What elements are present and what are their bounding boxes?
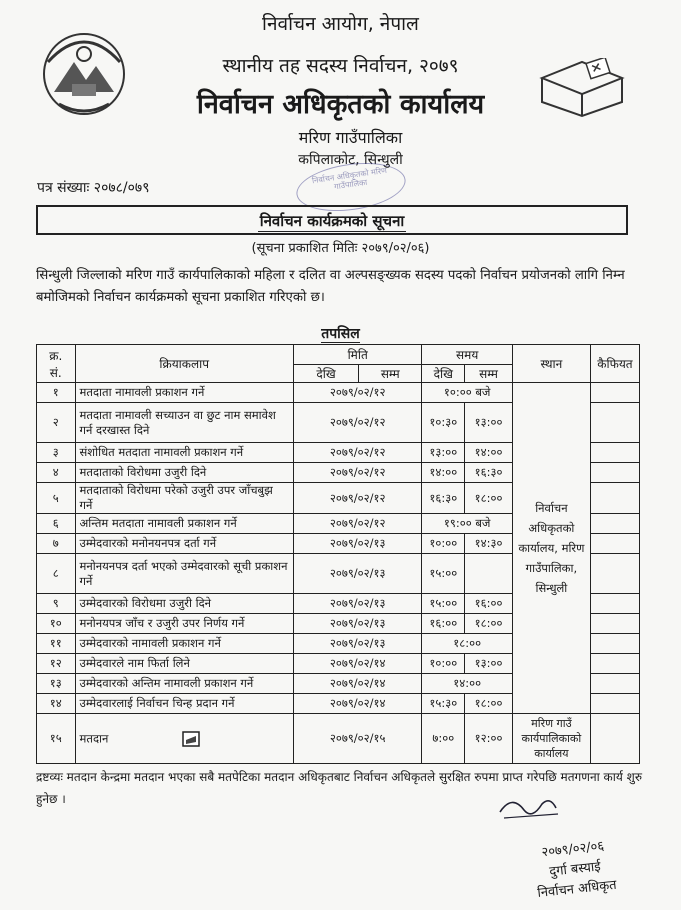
notice-title-box (36, 205, 628, 235)
row-activity: अन्तिम मतदाता नामावली प्रकाशन गर्ने (75, 514, 293, 534)
row-date: २०७९/०२/१२ (293, 383, 422, 403)
row-time-from: १६:३० (422, 483, 465, 514)
row-time-to: १३:०० (465, 654, 513, 674)
row-time-to: १३:०० (465, 403, 513, 443)
row-time-to: १८:०० (465, 483, 513, 514)
row-sn: ८ (37, 554, 76, 594)
row-activity: उम्मेदवारलाई निर्वाचन चिन्ह प्रदान गर्ने (75, 694, 293, 714)
row-time: १०:०० बजे (422, 383, 512, 403)
row-remarks (590, 654, 639, 674)
row-sn: ९ (37, 594, 76, 614)
row-activity: मतदान (79, 731, 109, 745)
header-date-to: सम्म (359, 365, 422, 383)
row-remarks (590, 483, 639, 514)
row-activity: मतदाताको विरोधमा उजुरी दिने (75, 463, 293, 483)
row-time-from: १५:३० (422, 694, 465, 714)
row-time-to: १२:०० (465, 714, 513, 764)
row-sn: ७ (37, 534, 76, 554)
row-date: २०७९/०२/१३ (293, 634, 422, 654)
header-date: मिति (293, 345, 422, 365)
row-time-to: १८:०० (465, 694, 513, 714)
row-activity: संशोधित मतदाता नामावली प्रकाशन गर्ने (75, 443, 293, 463)
row-remarks (590, 614, 639, 634)
row-sn: १ (37, 383, 76, 403)
row-activity: मनोनयपत्र जाँच र उजुरी उपर निर्णय गर्ने (75, 614, 293, 634)
row-date: २०७९/०२/१३ (293, 554, 422, 594)
row-date: २०७९/०२/१२ (293, 514, 422, 534)
row-sn: ५ (37, 483, 76, 514)
footnote: द्रष्टव्यः मतदान केन्द्रमा मतदान भएका सबै मतपेटिका मतदान अधिकृतबाट निर्वाचन अधिकृतले सुरक्षित रुपमा प्राप्त गरेपछि मतगणना कार्य शुरु हुनेछ । (36, 770, 642, 806)
detail-heading: तपसिल (321, 326, 360, 342)
row-date: २०७९/०२/१२ (293, 463, 422, 483)
signature-scribble (494, 790, 614, 840)
row-sn: १५ (37, 714, 76, 764)
row-time-from: १५:०० (422, 594, 465, 614)
row-remarks (590, 534, 639, 554)
row-date: २०७९/०२/१३ (293, 534, 422, 554)
header-activity: क्रियाकलाप (75, 345, 293, 383)
row-sn: १२ (37, 654, 76, 674)
row-activity: उम्मेदवारको विरोधमा उजुरी दिने (75, 594, 293, 614)
signer-name: दुर्गा बस्याई (548, 859, 602, 880)
row-time: १८:०० (422, 634, 512, 654)
row-activity: उम्मेदवारको मनोनयनपत्र दर्ता गर्ने (75, 534, 293, 554)
row-date: २०७९/०२/१४ (293, 654, 422, 674)
row-time-from: १०:०० (422, 654, 465, 674)
row-place: मरिण गाउँ कार्यपालिकाको कार्यालय (512, 714, 590, 764)
row-time-to: १८:०० (465, 614, 513, 634)
row-activity: उम्मेदवारले नाम फिर्ता लिने (75, 654, 293, 674)
row-sn: ३ (37, 443, 76, 463)
row-date: २०७९/०२/१२ (293, 443, 422, 463)
commission-name: निर्वाचन आयोग, नेपाल (262, 13, 419, 35)
row-remarks (590, 383, 639, 403)
row-time-to: १४:०० (465, 443, 513, 463)
row-remarks (590, 463, 639, 483)
notice-title: निर्वाचन कार्यक्रमको सूचना (259, 212, 405, 230)
row-remarks (590, 674, 639, 694)
row-sn: १४ (37, 694, 76, 714)
header-remarks: कैफियत (590, 345, 639, 383)
row-time-to: १४:३० (465, 534, 513, 554)
header-place: स्थान (512, 345, 590, 383)
row-activity: मतदाताको विरोधमा परेको उजुरी उपर जाँचबुझ गर्ने (75, 483, 293, 514)
seal-text: निर्वाचन अधिकृतको मरिण गाउँपालिका (311, 165, 388, 192)
table-row (37, 714, 640, 764)
row-time-from: १४:०० (422, 463, 465, 483)
header-time-to: सम्म (465, 365, 513, 383)
row-date: २०७९/०२/१४ (293, 674, 422, 694)
row-remarks (590, 443, 639, 463)
row-time-from: १३:०० (422, 443, 465, 463)
row-activity-cell (75, 714, 293, 764)
row-sn: ६ (37, 514, 76, 534)
signature-block (497, 832, 652, 907)
row-date: २०७९/०२/१४ (293, 694, 422, 714)
office-address: कपिलाकोट, सिन्धुली (298, 152, 403, 168)
schedule-table (36, 344, 640, 764)
row-sn: ११ (37, 634, 76, 654)
row-date: २०७९/०२/१२ (293, 483, 422, 514)
row-date: २०७९/०२/१३ (293, 614, 422, 634)
row-remarks (590, 634, 639, 654)
reference-number: पत्र संख्याः २०७८/०७९ (37, 180, 150, 196)
row-date: २०७९/०२/१३ (293, 594, 422, 614)
row-date: २०७९/०२/१२ (293, 403, 422, 443)
row-remarks (590, 714, 639, 764)
row-time-to (465, 554, 513, 594)
row-activity: उम्मेदवारको अन्तिम नामावली प्रकाशन गर्ने (75, 674, 293, 694)
row-remarks (590, 554, 639, 594)
intro-paragraph: सिन्धुली जिल्लाको मरिण गाउँ कार्यपालिकाको महिला र दलित वा अल्पसङ्ख्यक सदस्य पदको निर्वाचन प्रयोजनको लागि निम्न बमोजिमको निर्वाचन कार्यक्रमको सूचना प्रकाशित गरिएको छ। (36, 268, 625, 305)
row-time-from: १५:०० (422, 554, 465, 594)
row-activity: मनोनयनपत्र दर्ता भएको उम्मेदवारको सूची प्रकाशन गर्ने (75, 554, 293, 594)
row-date: २०७९/०२/१५ (293, 714, 422, 764)
municipality-name: मरिण गाउँपालिका (298, 128, 403, 147)
header-sn: क्र. सं. (37, 345, 76, 383)
row-remarks (590, 514, 639, 534)
row-activity: मतदाता नामावली प्रकाशन गर्ने (75, 383, 293, 403)
row-sn: १३ (37, 674, 76, 694)
header-time: समय (422, 345, 512, 365)
signer-title: निर्वाचन अधिकृत (536, 877, 618, 902)
row-time-from: ७:०० (422, 714, 465, 764)
row-activity: उम्मेदवारको नामावली प्रकाशन गर्ने (75, 634, 293, 654)
row-sn: २ (37, 403, 76, 443)
row-time-to: १६:०० (465, 594, 513, 614)
row-remarks (590, 594, 639, 614)
row-time-from: १०:०० (422, 534, 465, 554)
row-remarks (590, 403, 639, 443)
row-activity: मतदाता नामावली सच्याउन वा छुट नाम समावेश गर्न दरखास्त दिने (75, 403, 293, 443)
row-time-from: १०:३० (422, 403, 465, 443)
published-date: (सूचना प्रकाशित मितिः २०७९/०२/०६) (251, 241, 430, 256)
row-time-to: १६:३० (465, 463, 513, 483)
row-time: १९:०० बजे (422, 514, 512, 534)
table-row (37, 383, 640, 403)
election-name: स्थानीय तह सदस्य निर्वाचन, २०७९ (222, 55, 459, 77)
header-date-from: देखि (293, 365, 358, 383)
header-time-from: देखि (422, 365, 465, 383)
row-place: निर्वाचन अधिकृतको कार्यालय, मरिण गाउँपालिका, सिन्धुली (512, 383, 590, 714)
ballot-icon (182, 731, 200, 747)
row-time-from: १६:०० (422, 614, 465, 634)
row-sn: १० (37, 614, 76, 634)
office-title: निर्वाचन अधिकृतको कार्यालय (196, 89, 485, 120)
row-sn: ४ (37, 463, 76, 483)
row-time: १४:०० (422, 674, 512, 694)
signature-date: २०७९/०२/०६ (540, 838, 605, 861)
row-remarks (590, 694, 639, 714)
